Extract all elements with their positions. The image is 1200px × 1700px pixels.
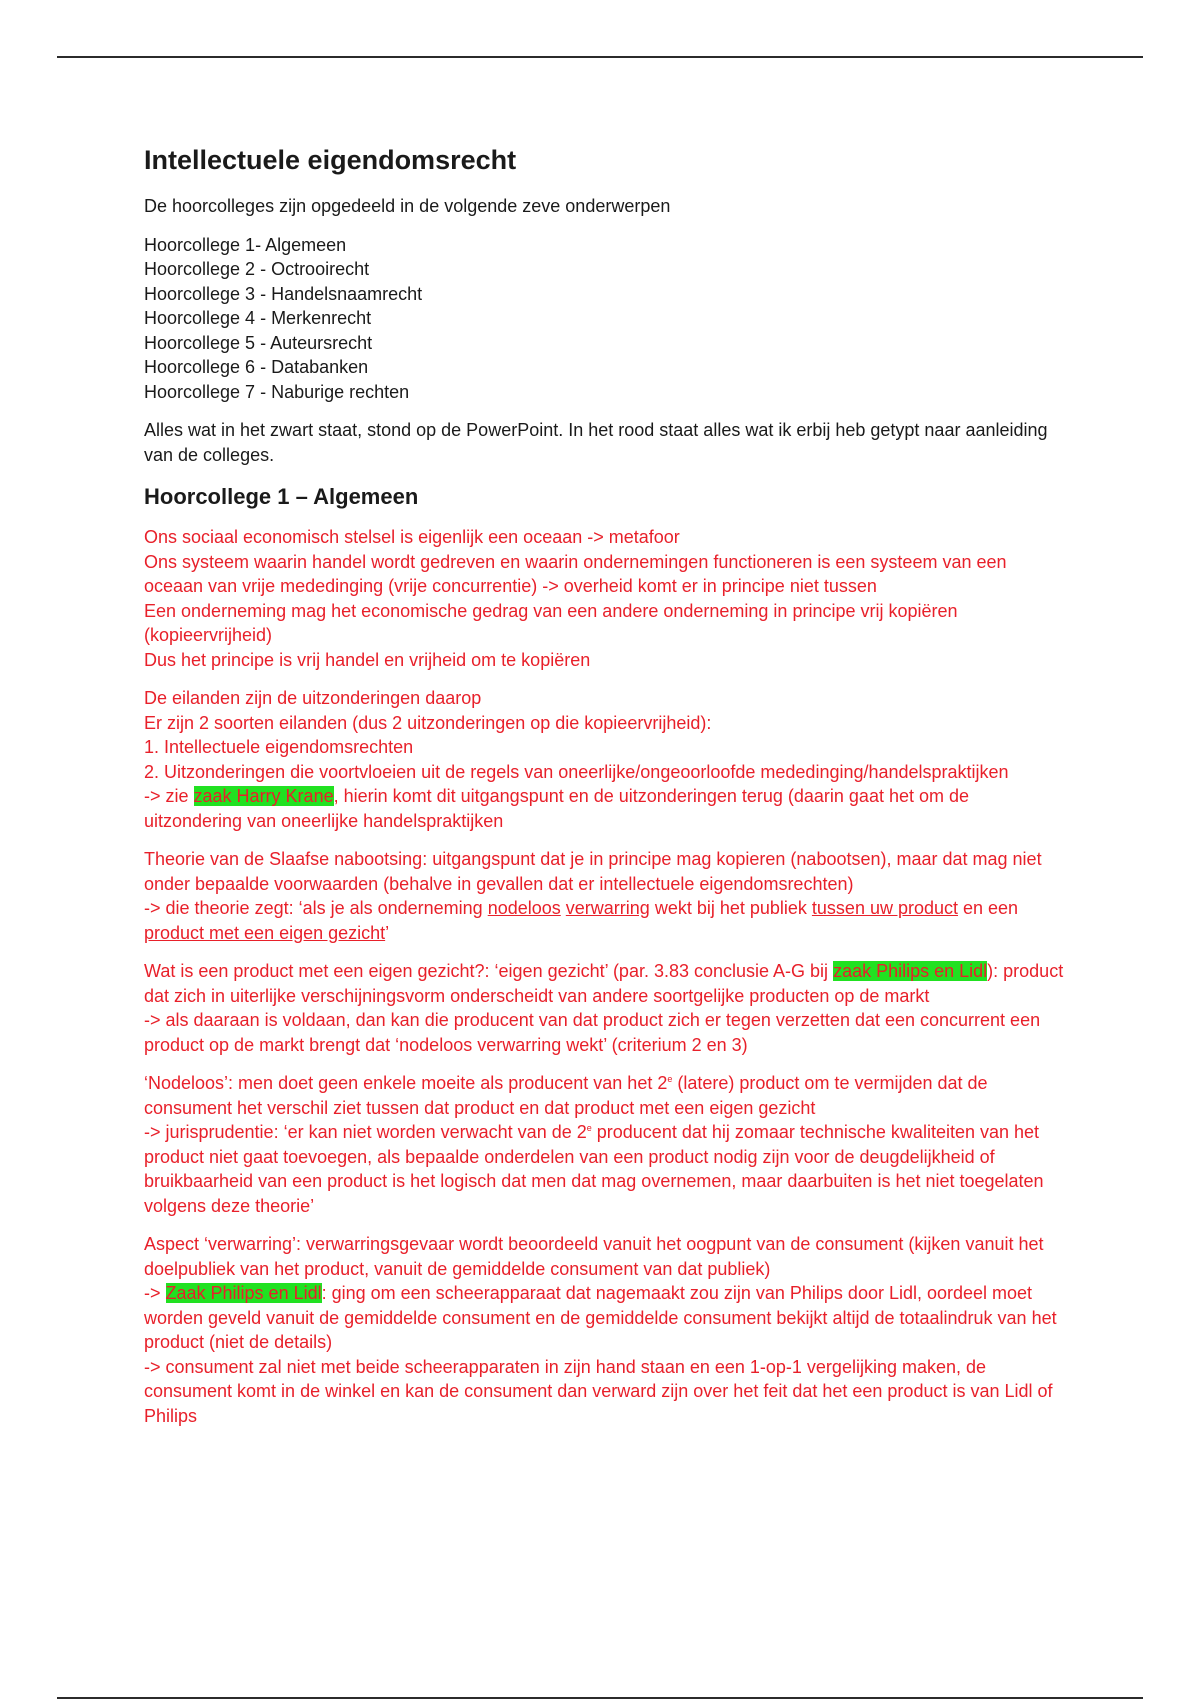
list-item: Hoorcollege 6 - Databanken — [144, 357, 369, 377]
text-line: Er zijn 2 soorten eilanden (dus 2 uitzonderingen op die kopieervrijheid): — [144, 712, 712, 733]
list-item: Hoorcollege 3 - Handelsnaamrecht — [144, 283, 423, 304]
text-span: wekt bij het publiek — [649, 898, 812, 918]
text-line: -> zie — [144, 786, 194, 806]
underlined-text: tussen uw product — [811, 898, 959, 918]
text-span: (latere) product om te vermijden dat de consument het verschil ziet tussen dat product en dat product met een eigen gezicht — [144, 1073, 988, 1118]
underlined-text: nodeloos — [487, 898, 561, 918]
document-title: Intellectuele eigendomsrecht — [144, 145, 517, 175]
paragraph-ocean — [144, 525, 1064, 672]
text-span: ’ — [385, 922, 390, 943]
text-line: Een onderneming mag het economische gedrag van een andere onderneming in principe vrij kopiëren (kopieervrijheid) — [144, 600, 958, 645]
text-span: ‘Nodeloos’: men doet geen enkele moeite als producent van het 2 — [144, 1073, 668, 1093]
bottom-rule — [57, 1697, 1143, 1699]
text-line: Ons sociaal economisch stelsel is eigenlijk een oceaan -> metafoor — [144, 527, 680, 547]
text-span: : ging om een scheerapparaat dat nagemaakt zou zijn van Philips door Lidl, oordeel moet worden geveld vanuit de gemiddelde consument en de gemiddelde consument bekijkt altijd de totaalindruk van het product (niet de details) — [144, 1283, 1057, 1352]
paragraph-islands — [144, 686, 1064, 833]
text-line: -> consument zal niet met beide scheerapparaten in zijn hand staan en een 1-op-1 vergelijking maken, de consument komt in de winkel en kan de consument dan verward zijn over het feit dat het een product is van Lidl of Philips — [144, 1356, 1053, 1426]
color-note: Alles wat in het zwart staat, stond op de PowerPoint. In het rood staat alles wat ik erbij heb getypt naar aanleiding van de colleges. — [144, 420, 1048, 465]
text-line: , hierin komt dit uitgangspunt en de uitzonderingen terug (daarin gaat het om de uitzondering van oneerlijke handelspraktijken — [144, 786, 970, 831]
superscript: e — [667, 1074, 673, 1084]
text-span: Wat is een product met een eigen gezicht?: ‘eigen gezicht’ (par. 3.83 conclusie A-G bij — [144, 961, 834, 981]
underlined-text: product met een eigen gezicht — [144, 922, 386, 943]
paragraph-verwarring — [144, 1232, 1064, 1428]
list-item: Hoorcollege 7 - Naburige rechten — [144, 381, 410, 402]
underlined-text: verwarring — [565, 898, 650, 918]
highlighted-case: Zaak Philips en Lidl — [165, 1283, 322, 1303]
text-span: ): product dat zich in uiterlijke verschijningsvorm onderscheidt van andere soortgelijke producten op de markt — [144, 961, 1064, 1006]
text-line: 2. Uitzonderingen die voortvloeien uit de regels van oneerlijke/ongeoorloofde mededinging/handelspraktijken — [144, 761, 1009, 782]
section-heading: Hoorcollege 1 – Algemeen — [144, 484, 419, 509]
paragraph-eigen-gezicht — [144, 959, 1064, 1057]
document-page — [144, 140, 1064, 1442]
text-span: -> — [144, 1283, 166, 1303]
intro-text: De hoorcolleges zijn opgedeeld in de volgende zeve onderwerpen — [144, 196, 671, 216]
lecture-list — [144, 233, 1064, 405]
list-item: Hoorcollege 4 - Merkenrecht — [144, 308, 372, 328]
text-line: Theorie van de Slaafse nabootsing: uitgangspunt dat je in principe mag kopieren (nabootsen), maar dat mag niet onder bepaalde voorwaarden (behalve in gevallen dat er intellectuele eigendomsrechten) — [144, 849, 1042, 894]
text-line: De eilanden zijn de uitzonderingen daarop — [144, 688, 482, 708]
text-line: 1. Intellectuele eigendomsrechten — [144, 737, 414, 757]
paragraph-slaafse-nabootsing — [144, 847, 1064, 945]
highlighted-case: zaak Philips en Lidl — [833, 961, 988, 981]
list-item: Hoorcollege 2 - Octrooirecht — [144, 259, 370, 279]
text-line: Ons systeem waarin handel wordt gedreven en waarin ondernemingen functioneren is een systeem van een oceaan van vrije mededinging (vrije concurrentie) -> overheid komt er in principe niet tussen — [144, 551, 1007, 596]
text-span: -> jurisprudentie: ‘er kan niet worden verwacht van de 2 — [144, 1122, 587, 1142]
text-span: en een — [958, 898, 1019, 918]
superscript: e — [586, 1123, 592, 1133]
paragraph-nodeloos — [144, 1071, 1064, 1218]
highlighted-case: zaak Harry Krane — [193, 786, 334, 806]
list-item: Hoorcollege 1- Algemeen — [144, 234, 347, 255]
text-span: -> die theorie zegt: ‘als je als onderneming — [144, 898, 488, 918]
text-line: Dus het principe is vrij handel en vrijheid om te kopiëren — [144, 649, 591, 670]
list-item: Hoorcollege 5 - Auteursrecht — [144, 332, 373, 353]
top-rule — [57, 56, 1143, 58]
text-line: Aspect ‘verwarring’: verwarringsgevaar wordt beoordeeld vanuit het oogpunt van de consument (kijken vanuit het doelpubliek van het product, vanuit de gemiddelde consument van dat publiek) — [144, 1234, 1044, 1279]
text-line: -> als daaraan is voldaan, dan kan die producent van dat product zich er tegen verzetten dat een concurrent een product op de markt brengt dat ‘nodeloos verwarring wekt’ (criterium 2 en 3) — [144, 1010, 1041, 1055]
text-span: producent dat hij zomaar technische kwaliteiten van het product niet gaat toevoegen, als bepaalde onderdelen van een product nodig zijn voor de deugdelijkheid of bruikbaarheid van een product is het logisch dat men dat mag overnemen, maar daarbuiten is het niet toegelaten volgens deze theorie’ — [144, 1122, 1044, 1216]
